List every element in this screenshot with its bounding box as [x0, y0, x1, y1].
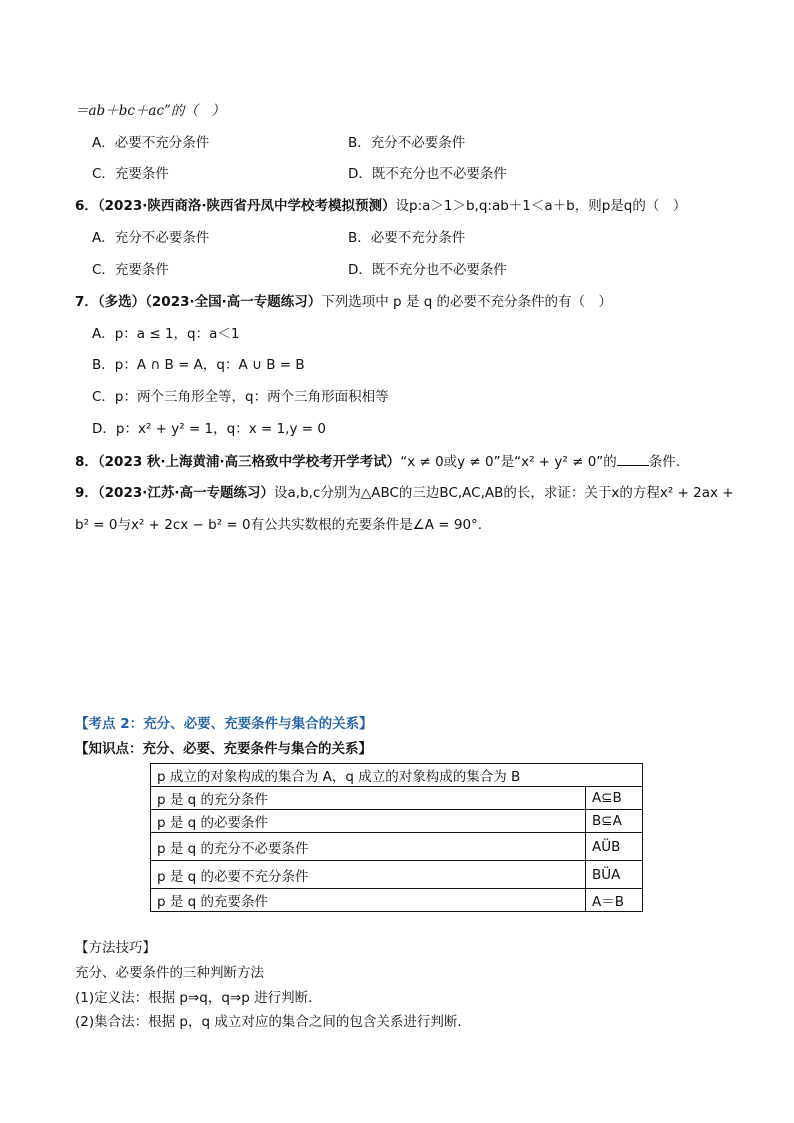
- q6-option-d[interactable]: D．既不充分也不必要条件: [348, 262, 507, 278]
- q6-source: （2023·陕西商洛·陕西省丹凤中学校考模拟预测）: [97, 198, 396, 214]
- q8-line: [75, 451, 680, 472]
- q8-answer-blank[interactable]: [617, 451, 649, 466]
- table-row: [151, 810, 643, 833]
- table-cell-condition: p 是 q 的充分不必要条件: [151, 833, 586, 861]
- method-intro: 充分、必要条件的三种判断方法: [75, 965, 264, 981]
- q7-source: （多选）（2023·全国·高一专题练习）: [97, 294, 322, 310]
- q9-source: （2023·江苏·高一专题练习）: [97, 485, 274, 501]
- table-row: [151, 861, 643, 889]
- q6-option-a[interactable]: A．充分不必要条件: [92, 230, 210, 246]
- q8-number: 8．: [75, 454, 98, 470]
- table-cell-relation: A＝B: [586, 889, 643, 912]
- condition-set-table: [150, 763, 643, 912]
- q6-number: 6．: [75, 198, 98, 214]
- q7-option-b[interactable]: B．p：A ∩ B = A，q：A ∪ B = B: [92, 357, 305, 373]
- q8-stem-b: 条件.: [648, 454, 681, 470]
- table-cell-condition: p 是 q 的必要不充分条件: [151, 861, 586, 889]
- q7-line: [75, 292, 612, 312]
- table-cell-relation: AÜB: [586, 833, 643, 861]
- q7-stem: 下列选项中 p 是 q 的必要不充分条件的有（ ）: [321, 294, 613, 310]
- q6-line: [75, 196, 686, 216]
- q9-line2: b² = 0与x² + 2cx − b² = 0有公共实数根的充要条件是∠A = 90°.: [75, 517, 483, 533]
- q7-number: 7．: [75, 294, 98, 310]
- knowledge-heading: 【知识点：充分、必要、充要条件与集合的关系】: [75, 741, 372, 757]
- q8-stem-a: “x ≠ 0或y ≠ 0”是“x² + y² ≠ 0”的: [400, 454, 617, 470]
- q5-option-d[interactable]: D．既不充分也不必要条件: [348, 166, 507, 182]
- section-heading: 【考点 2：充分、必要、充要条件与集合的关系】: [75, 716, 373, 732]
- q9-text-1: 设a,b,c分别为△ABC的三边BC,AC,AB的长，求证：关于x的方程x² + 2ax +: [274, 485, 734, 501]
- q6-option-b[interactable]: B．必要不充分条件: [348, 230, 466, 246]
- q5-option-c[interactable]: C．充要条件: [92, 166, 169, 182]
- q5-option-b[interactable]: B．充分不必要条件: [348, 135, 466, 151]
- method-title: 【方法技巧】: [75, 940, 156, 956]
- table-cell-relation: B⊆A: [586, 810, 643, 833]
- q8-source: （2023 秋·上海黄浦·高三格致中学校考开学考试）: [97, 454, 401, 470]
- q7-option-c[interactable]: C．p：两个三角形全等，q：两个三角形面积相等: [92, 389, 389, 405]
- q6-option-c[interactable]: C．充要条件: [92, 262, 169, 278]
- q7-option-d[interactable]: D．p：x² + y² = 1，q：x = 1,y = 0: [92, 421, 326, 437]
- table-cell-condition: p 是 q 的充分条件: [151, 787, 586, 810]
- q7-option-a[interactable]: A．p：a ≤ 1，q：a＜1: [92, 326, 240, 342]
- table-cell-condition: p 是 q 的必要条件: [151, 810, 586, 833]
- method-item-2: (2)集合法：根据 p，q 成立对应的集合之间的包含关系进行判断．: [75, 1014, 471, 1030]
- table-row: [151, 889, 643, 912]
- method-item-1: (1)定义法：根据 p⇒q，q⇒p 进行判断．: [75, 990, 322, 1006]
- q9-line1: [75, 483, 734, 503]
- table-cell-condition: p 是 q 的充要条件: [151, 889, 586, 912]
- table-row: [151, 833, 643, 861]
- table-cell-relation: BÜA: [586, 861, 643, 889]
- q9-number: 9．: [75, 485, 98, 501]
- table-header-cell: p 成立的对象构成的集合为 A，q 成立的对象构成的集合为 B: [151, 764, 643, 787]
- q6-stem: 设p:a＞1＞b,q:ab＋1＜a＋b，则p是q的（ ）: [395, 198, 687, 214]
- table-header-row: [151, 764, 643, 787]
- table-row: [151, 787, 643, 810]
- q5-stem-tail: ＝ab＋bc＋ac”的（ ）: [75, 103, 225, 119]
- table-cell-relation: A⊆B: [586, 787, 643, 810]
- q5-option-a[interactable]: A．必要不充分条件: [92, 135, 210, 151]
